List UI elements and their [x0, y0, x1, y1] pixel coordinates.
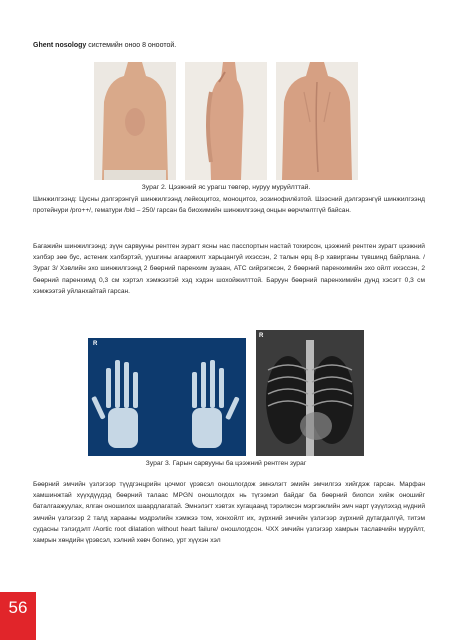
- hand-xray-marker: R: [93, 341, 98, 347]
- chest-xray-marker: R: [259, 333, 264, 339]
- chest-xray: [256, 330, 364, 456]
- paragraph-lab-tests: Шинжилгээнд: Цусны дэлгэрэнгүй шинжилгээнд лейкоцитоз, моноцитоз, эозинофилёзтой. Шээсний дэлгэрэнгүй шинжилгээнд протейнури /pro++/, гематури /bld – 250/ гарсан ба биохимийн шинжилгээнд онцын өөрчлөлтгүй байсан.: [33, 196, 425, 215]
- paragraph-consultations: Бөөрний эмчийн үзлэгээр түүдгэнцрийн цочмог үрэвсэл оношлогдож эмнэлэгт эмийн эмчилгээ хийгдэж гарсан. Марфан хамшинжтай хүүхдүүдэд бөөрний талаас MPGN оношлогдох нь түгээмэл байдаг ба бөөрний биопси хийж оношийг баталгаажуулах, ялган оношилох шаардлагатай. Эмнэлэгт хэвтэх хугацаанд тэрэлжсэн мэргэжлийн эмч нарт үзүүлэхэд нүдний эмчийн үзлэгээр 2 талд харааны мэдрэлийн хэмжээ том, хонхойлт их, зүрхний эмчийн үзлэгээр зүрхний дутагдалгүй, титэм судасны тэлэгдэлт /Aortic root dilatation without heart failure/ оношлогдсон. ЧХХ эмчийн үзлэгээр хамрын таславчийн муруйлт, хамрын хөндийн үрэвсэл, хэлний хөвч богино, урт хүүхэн хэл: [33, 481, 425, 545]
- patient-photo-front: [94, 62, 176, 180]
- figure2-caption: Зураг 2. Цээжний яс урагш төвгөр, нуруу муруйлттай.: [141, 184, 311, 191]
- heading-bold: Ghent nosology: [33, 42, 87, 49]
- figure3-caption: Зураг 3. Гарын сарвууны ба цээжний рентген зураг: [145, 460, 307, 467]
- hand-xray: [88, 338, 246, 456]
- paragraph-instrumental-tests: Багажийн шинжилгээнд: зүүн сарвууны рентген зурагт ясны нас пасспортын настай тохирсон, цээжний рентген зурагт цээжний хэлбэр зөө бус, астеник хэлбэртэй, уушгины агааржилт харьцангуй ихэссэн, 2 талын өрц 8-р хавирганы түвшинд байрлана. /Зураг 3/ Хэвлийн эхо шинжилгээнд 2 бөөрний паренхим зузаан, АТС сийрэгжсэн, 2 бөөрний паренхимийн эхо ойлт ихэссэн, 2 бөөрний паренхимд 0,3 см хэртэл хэмжээтэй хэд хэдэн шохойжилттой. Баруун бөөрний паренхимийн дунд хэсэгт 0,3 см хэмжээтэй уйланхайтай гарсан.: [33, 243, 425, 295]
- heading-rest: системийн оноо 8 оноотой.: [86, 42, 177, 49]
- patient-photo-back: [276, 62, 358, 180]
- page-number: 56: [8, 598, 28, 617]
- patient-photo-side: [185, 62, 267, 180]
- section-heading: [33, 42, 176, 49]
